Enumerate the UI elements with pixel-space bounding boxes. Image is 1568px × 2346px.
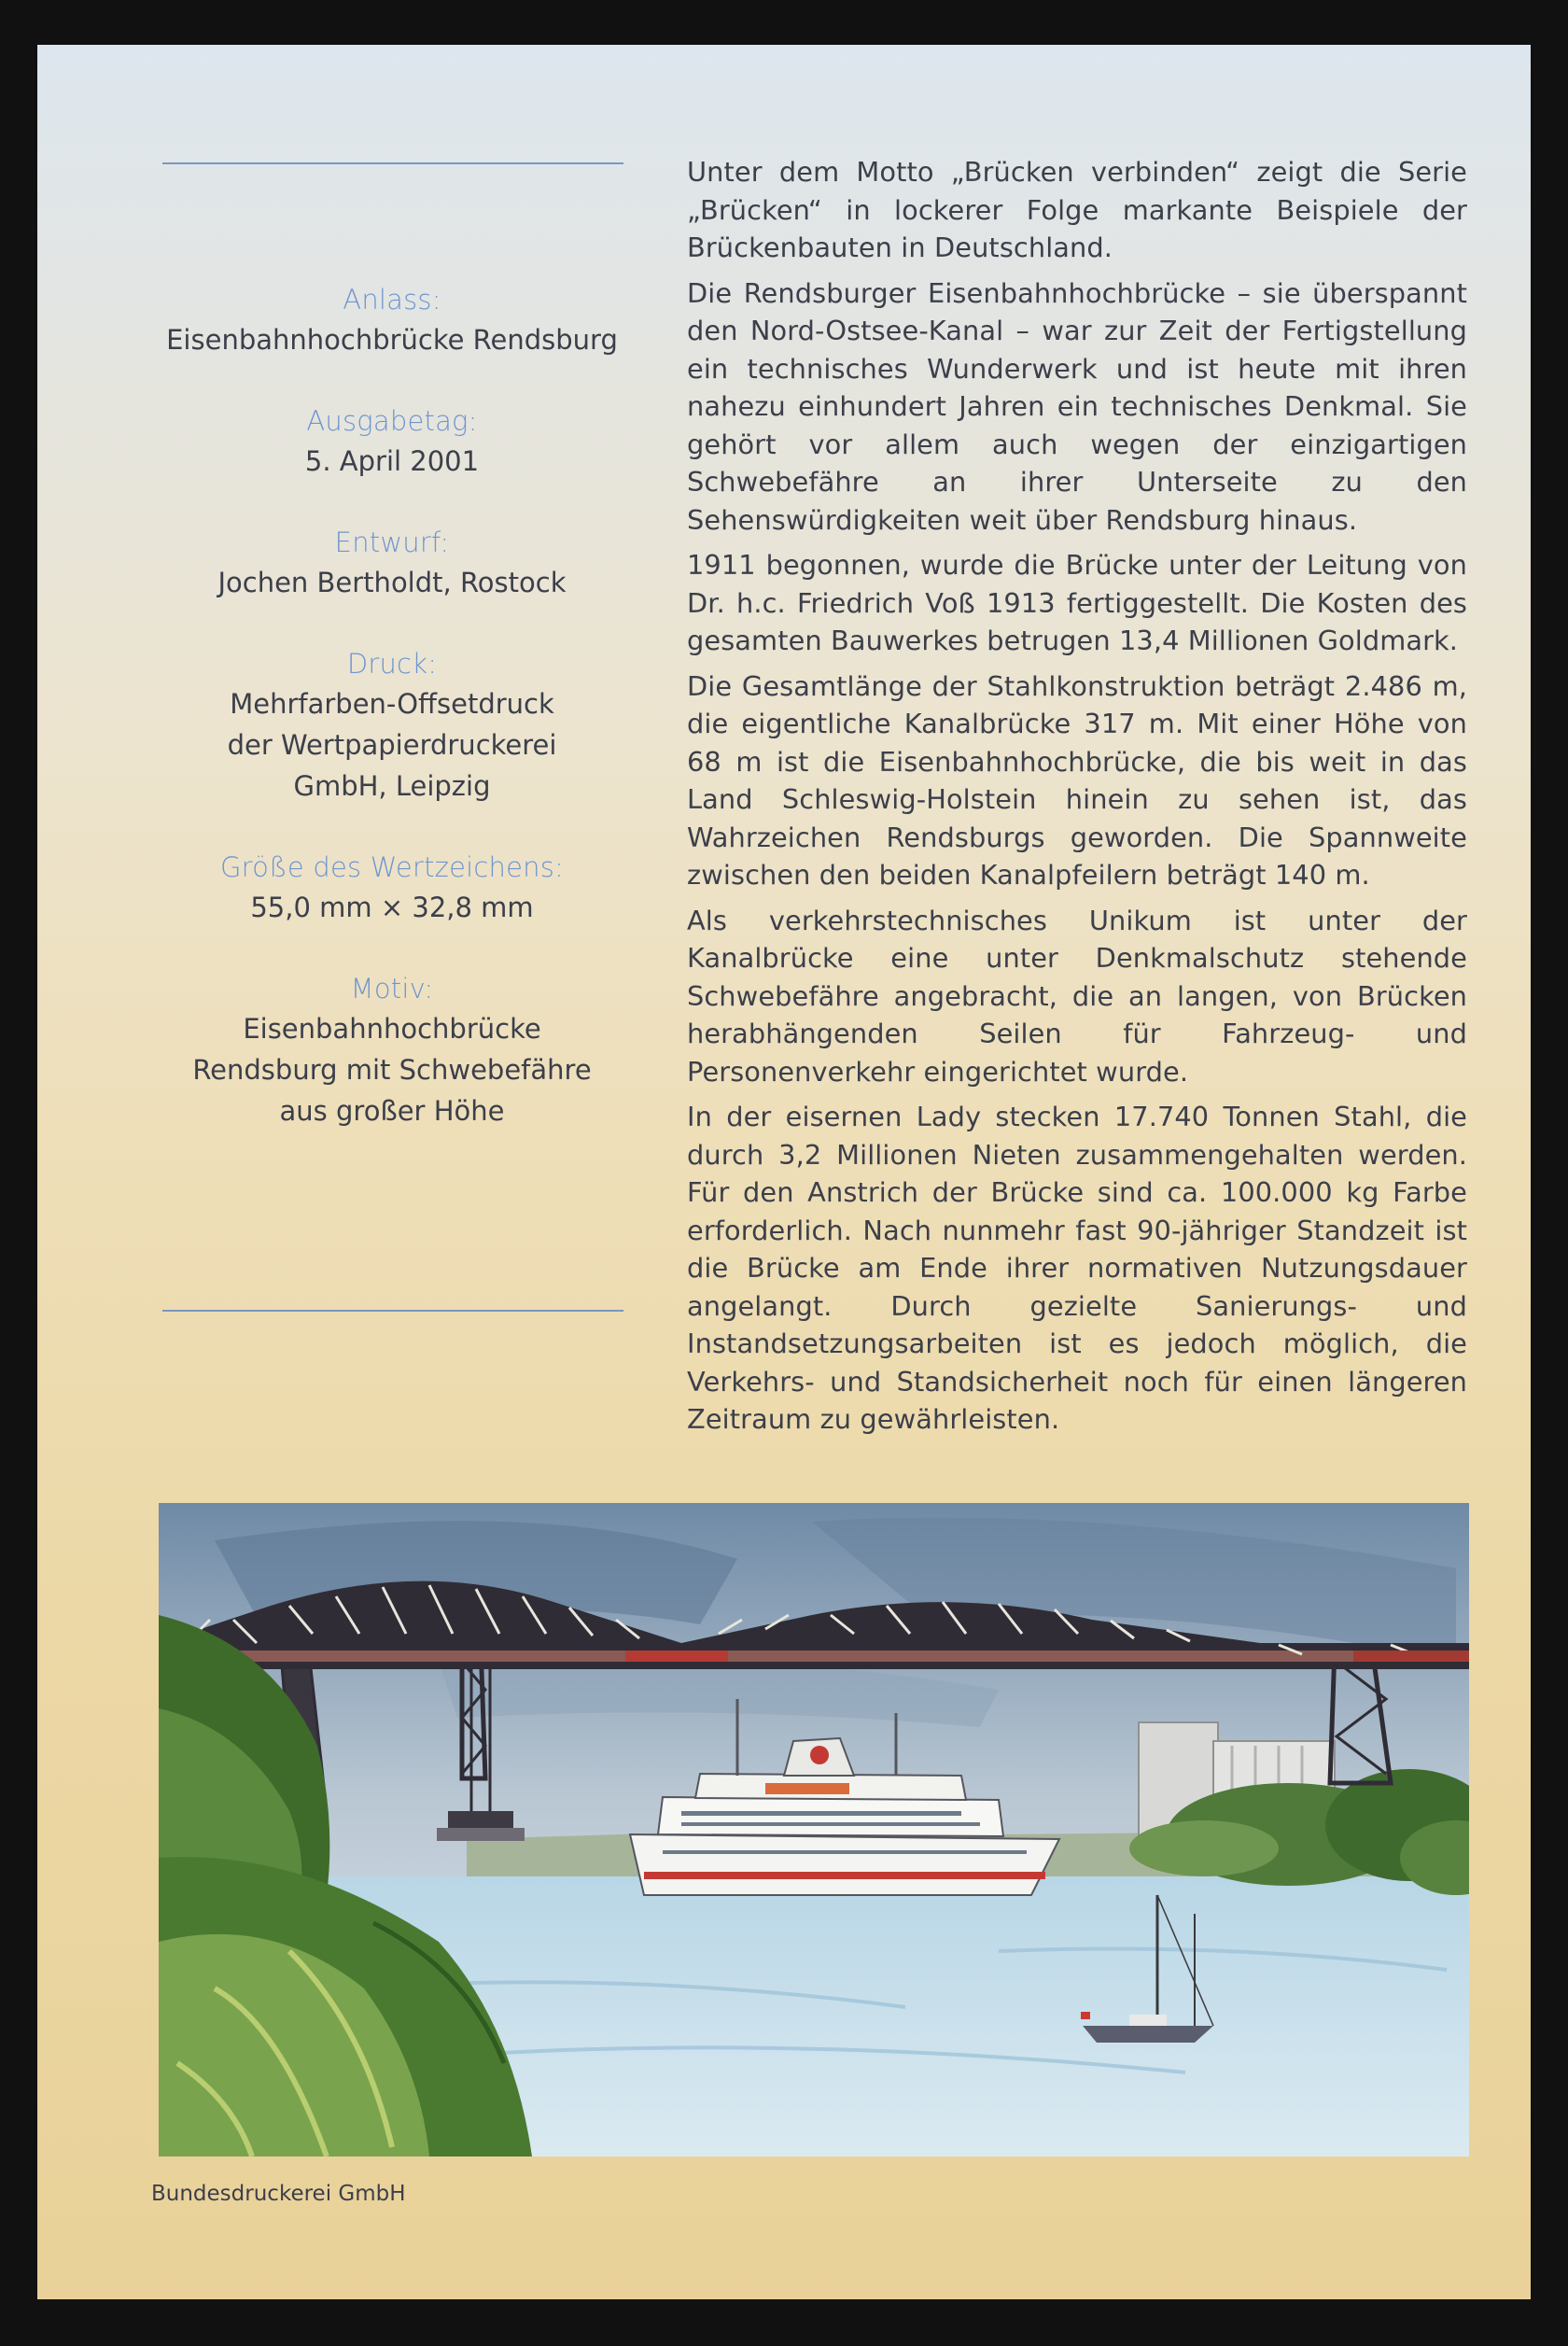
detail-value-line: 5. April 2001 (304, 445, 480, 477)
description-text (687, 153, 1467, 1446)
detail-value-line: Eisenbahnhochbrücke (243, 1013, 541, 1045)
detail-label: Entwurf: (334, 527, 450, 558)
description-paragraph: Als verkehrstechnisches Unikum ist unter der Kanalbrücke eine unter Denkmalschutz stehende Schwebefähre angebracht, die an langen, von Brücken herabhängenden Seilen für Fahrzeug- und Personenverkehr eingerichtet wurde. (687, 904, 1467, 1088)
bridge-illustration (159, 1503, 1469, 2156)
description-paragraph: 1911 begonnen, wurde die Brücke unter der Leitung von Dr. h.c. Friedrich Voß 1913 fertiggestellt. Die Kosten des gesamten Bauwerkes betrugen 13,4 Millionen Goldmark. (687, 549, 1467, 656)
detail-value (140, 441, 644, 482)
top-divider (162, 162, 623, 164)
description-paragraph: Die Gesamtlänge der Stahlkonstruktion beträgt 2.486 m, die eigentliche Kanalbrücke 317 m. Mit einer Höhe von 68 m ist die Eisenbahnhochbrücke, die bis weit in das Land Schleswig-Holstein hinein zu sehen ist, das Wahrzeichen Rendsburgs geworden. Die Spannweite zwischen den beiden Kanalpfeilern beträgt 140 m. (687, 669, 1467, 891)
description-paragraph: In der eisernen Lady stecken 17.740 Tonnen Stahl, die durch 3,2 Millionen Nieten zusammengehalten werden. Für den Anstrich der Brücke sind ca. 100.000 kg Farbe erforderlich. Nach nunmehr fast 90-jähriger Standzeit ist die Brücke am Ende ihrer normativen Nutzungsdauer angelangt. Durch gezielte Sanierungs- und Instandsetzungsarbeiten ist es jedoch möglich, die Verkehrs- und Standsicherheit noch für einen längeren Zeitraum zu gewährleisten. (687, 1101, 1467, 1435)
detail-block (140, 401, 644, 482)
detail-block (140, 523, 644, 603)
bottom-divider (162, 1310, 623, 1312)
detail-value (140, 887, 644, 928)
detail-value (140, 562, 644, 603)
detail-value-line: der Wertpapierdruckerei (227, 729, 557, 761)
detail-label: Größe des Wertzeichens: (219, 851, 564, 883)
detail-value-line: 55,0 mm × 32,8 mm (250, 892, 534, 923)
detail-value-line: Eisenbahnhochbrücke Rendsburg (166, 324, 618, 356)
description-paragraph: Unter dem Motto „Brücken verbinden“ zeigt die Serie „Brücken“ in lockerer Folge markante Beispiele der Brückenbauten in Deutschland. (687, 156, 1467, 263)
detail-label: Motiv: (350, 973, 434, 1004)
detail-value-line: Jochen Bertholdt, Rostock (217, 567, 567, 598)
detail-value-line: aus großer Höhe (279, 1095, 505, 1127)
description-paragraph: Die Rendsburger Eisenbahnhochbrücke – sie überspannt den Nord-Ostsee-Kanal – war zur Zeit der Fertigstellung ein technisches Wunderwerk und ist heute mit ihren nahezu einhundert Jahren ein technisches Denkmal. Sie gehört vor allem auch wegen der einzigartigen Schwebefähre an ihrer Unterseite zu den Sehenswürdigkeiten weit über Rendsburg hinaus. (687, 276, 1467, 536)
detail-block (140, 848, 644, 928)
stamp-info-sheet (37, 45, 1531, 2299)
stamp-details (140, 280, 644, 1173)
detail-label: Anlass: (343, 284, 441, 316)
detail-label: Ausgabetag: (306, 405, 478, 437)
detail-value-line: GmbH, Leipzig (293, 770, 491, 802)
detail-value (140, 1008, 644, 1131)
detail-value (140, 319, 644, 360)
detail-block (140, 280, 644, 360)
detail-block (140, 969, 644, 1131)
detail-block (140, 644, 644, 807)
detail-value (140, 683, 644, 807)
printer-credit: Bundesdruckerei GmbH (151, 2182, 406, 2206)
detail-value-line: Rendsburg mit Schwebefähre (192, 1054, 592, 1086)
detail-value-line: Mehrfarben-Offsetdruck (230, 688, 554, 720)
detail-label: Druck: (346, 648, 438, 680)
